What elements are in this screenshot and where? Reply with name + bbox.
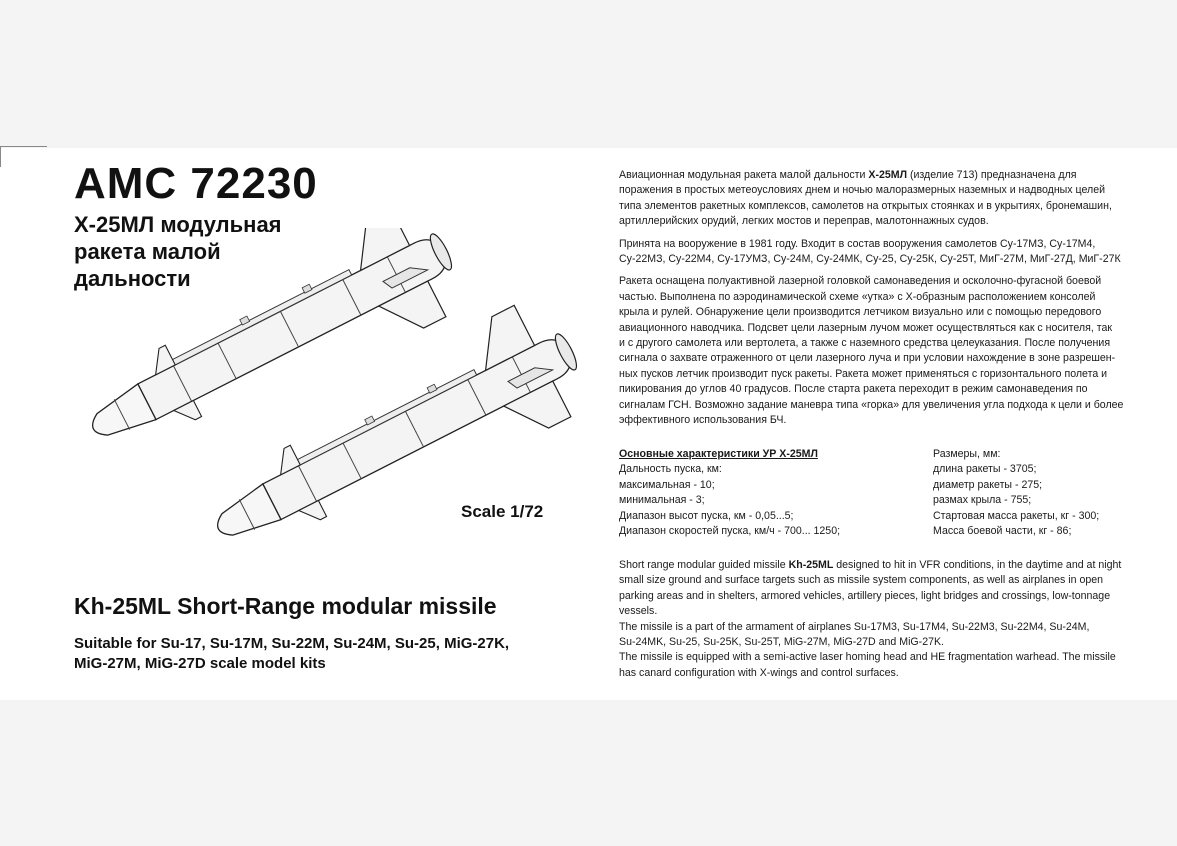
compatibility-line: MiG-27M, MiG-27D scale model kits — [74, 655, 326, 672]
spec-item: длина ракеты - 3705; — [933, 463, 1037, 476]
ru-title-line: дальности — [74, 266, 191, 291]
spec-item: размах крыла - 755; — [933, 494, 1032, 507]
text-line: small size ground and surface targets such as missile system components, as well as airplanes in open — [619, 574, 1104, 587]
spec-item: максимальная - 10; — [619, 478, 715, 491]
text-line: Short range modular guided missile Kh-25ML designed to hit in VFR conditions, in the daytime and at night — [619, 559, 1122, 571]
text-line: и с другого самолета или вертолета, а также с наземного средства целеуказания. После получения — [619, 337, 1111, 350]
scale-label: Scale 1/72 — [461, 502, 544, 521]
text-line: артиллерийских орудий, легких мостов и переправ, малотоннажных судов. — [619, 215, 989, 228]
product-code: AMC 72230 — [74, 159, 318, 208]
spec-item: Диапазон высот пуска, км - 0,05...5; — [619, 509, 794, 522]
crop-mark — [0, 146, 47, 167]
text-line: Су-22МЗ, Су-22М4, Су-17УМЗ, Су-24М, Су-24МК, Су-25, Су-25К, Су-25Т, МиГ-27М, МиГ-27Д, МиГ-27К — [619, 253, 1121, 266]
text-line: типа элементов ракетных комплексов, самолетов на открытых стоянках и в укрытиях, бронемашин, — [619, 199, 1112, 212]
text-line: Ракета оснащена полуактивной лазерной головкой самонаведения и осколочно-фугасной боевой — [619, 275, 1102, 288]
spec-item: Масса боевой части, кг - 86; — [933, 525, 1072, 538]
specs-performance — [619, 447, 929, 539]
ru-description — [619, 168, 1144, 436]
text-line: Авиационная модульная ракета малой дальности Х-25МЛ (изделие 713) предназначена для — [619, 169, 1077, 181]
spec-item: Стартовая масса ракеты, кг - 300; — [933, 509, 1100, 522]
compatibility-note — [74, 634, 584, 674]
text-line: Принята на вооружение в 1981 году. Входит в состав вооружения самолетов Су-17МЗ, Су-17М4, — [619, 237, 1096, 250]
text-line: The missile is a part of the armament of airplanes Su-17M3, Su-17M4, Su-22M3, Su-22M4, Su-24M, — [619, 620, 1090, 633]
text-line: сигнала о захвате отраженного от цели лазерного луча и при условии нахождение в зоне разрешен- — [619, 352, 1116, 365]
spec-item: Дальность пуска, км: — [619, 463, 722, 476]
en-description — [619, 558, 1149, 681]
text-line: сигналам ГСН. Возможно задание маневра типа «горка» для увеличения угла подхода к цели и более — [619, 398, 1124, 411]
text-line: пикирования до углов 40 градусов. После старта ракета переходит в режим самонаведения по — [619, 383, 1088, 396]
ru-title-line: Х-25МЛ модульная — [74, 212, 282, 237]
ru-title-line: ракета малой — [74, 239, 221, 264]
text-line: has canard configuration with X-wings and control surfaces. — [619, 666, 899, 679]
text-line: Su-24MK, Su-25, Su-25K, Su-25T, MiG-27M, MiG-27D and MiG-27K. — [619, 636, 944, 649]
text-line: ных пусков летчик производит пуск ракеты. Ракета может применяться с горизонтального полета и — [619, 367, 1108, 380]
spec-item: минимальная - 3; — [619, 494, 705, 507]
spec-item: Диапазон скоростей пуска, км/ч - 700... 1250; — [619, 525, 841, 538]
en-title: Kh-25ML Short-Range modular missile — [74, 593, 497, 619]
text-line: эффективного использования БЧ. — [619, 414, 787, 427]
ru-paragraph-design — [619, 274, 1144, 428]
ru-paragraph-purpose — [619, 168, 1144, 230]
text-line: частью. Выполнена по аэродинамической схеме «утка» с Х-образным расположением консолей — [619, 290, 1096, 303]
specs-dimensions — [933, 447, 1153, 539]
text-line: крыла и рулей. Обнаружение цели производится летчиком визуально или с помощью передового — [619, 306, 1102, 319]
ru-paragraph-service — [619, 237, 1144, 268]
text-line: авиационного наводчика. Подсвет цели лазерным лучом может осуществляться как с носителя, так — [619, 321, 1112, 334]
spec-item: диаметр ракеты - 275; — [933, 478, 1043, 491]
text-line: поражения в простых метеоусловиях днем и ночью малоразмерных наземных и надводных целей — [619, 184, 1106, 197]
text-line: The missile is equipped with a semi-active laser homing head and HE fragmentation warhead. The missile — [619, 651, 1116, 664]
spec-item: Размеры, мм: — [933, 448, 1001, 460]
text-line: parking areas and in shelters, armored vehicles, artillery pieces, light bridges and crossings, low-tonnage — [619, 589, 1111, 602]
text-line: vessels. — [619, 605, 658, 618]
compatibility-line: Suitable for Su-17, Su-17M, Su-22M, Su-24M, Su-25, MiG-27K, — [74, 635, 510, 652]
specs-heading: Основные характеристики УР Х-25МЛ — [619, 448, 818, 460]
